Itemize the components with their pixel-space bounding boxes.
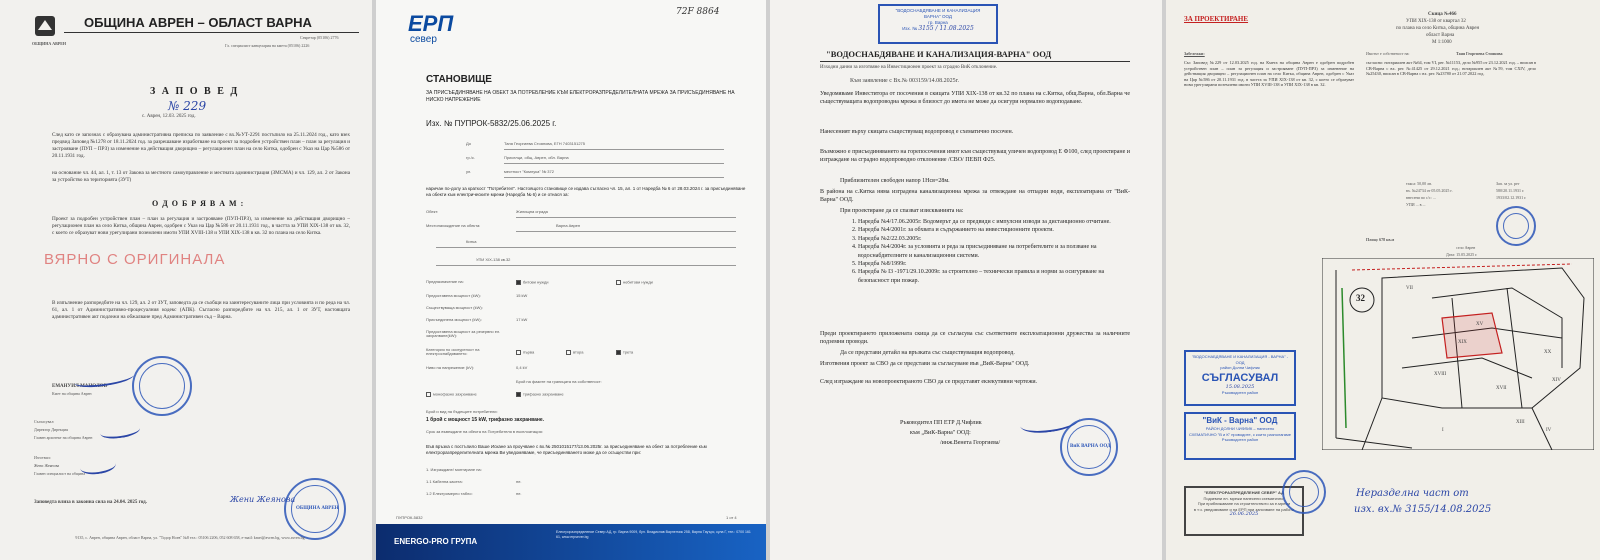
handwritten-note-2: изх. вх.№ 3155/14.08.2025 [1354,504,1492,515]
stamp3-org: "ЕЛЕКТРОРАЗПРЕДЕЛЕНИЕ СЕВЕР" АД [1204,490,1284,495]
doc3-p1: Уведомяваме Инвеститора от посочения в скицата УПИ XIX-138 от кв.32 по плана на с.Китка, общ.Варна, обл.Варна че съществуващата водопроводна мрежа в близост до имота не може да осигури нормално водоподаване. [820,91,1130,106]
doc1-sign-row-0: Съгласувал: [34,419,55,424]
to-address: Приселци, общ. Аврен, обл. Варна [504,155,569,160]
consumers-value: 1 брой с мощност 15 kW, трифазно захранване. [426,417,545,423]
plot-label-xiii: XIII [1516,420,1525,425]
plot-label-xv: XV [1476,322,1484,327]
sketch-date: Дата: 15.05.2025 г. [1446,252,1478,257]
phase-opt-0: монофазно захранване [433,391,477,397]
power-row-1-label: Съществуваща мощност (kW): [426,305,483,310]
power-row-2-value: 17 kW [516,317,528,322]
phase-opt-1: трифазно захранване [523,391,564,397]
doc3-company: "ВОДОСНАБДЯВАНЕ И КАНАЛИЗАЦИЯ-ВАРНА" ООД [826,49,1052,59]
voltage-label: Ниво на напрежение (kV): [426,365,475,370]
doc3-p7: Преди проектирането приложената скица да се съгласува със съответните експлоатационни дружества за наличните подземни проводи. [820,331,1130,346]
regulation-item: 3. Наредба №2/22.03.2005г. [858,235,1130,243]
stamp2-role: Ръководител район [1221,437,1259,442]
category-opt-1: втора [573,349,584,355]
sketch-no: Скица №466 [1428,12,1457,17]
phases-label: Брой на фазите на границата на собственост: [516,379,602,384]
vik-stamp-line-0: "ВОДОСНАБДЯВАНЕ И КАНАЛИЗАЦИЯ [895,8,981,13]
doc3-p6: При проектиране да се спазват изискванията на: [840,208,964,214]
category-opt-0: първа [523,349,535,355]
conditions-label: Срок за въвеждане на обекта на Потребителя в експлоатация: [426,429,543,434]
power-row-3-label: Предоставена мощност за резервно ел. захранване(kW): [426,329,501,339]
purpose-check-non-household[interactable] [616,280,621,285]
plot-label-xviii: XVIII [1434,372,1447,377]
doc2-ref-line: Изх. № ПУПРОК-5832/25.06.2025 г. [426,119,557,128]
tax-line-0: такса: 50,00 лв. [1406,181,1433,186]
tax-line-3: УПИ ... в ... [1406,202,1426,207]
vik-incoming-stamp [878,4,998,44]
category-opt-2: трета [623,349,634,355]
purpose-check-household[interactable] [516,280,521,285]
doc1-footer: 9135, с. Аврен, община Аврен, област Варна, ул. "Тодор Ноев" №8 тел.: 05106 2206, 052 608 658, e-mail: kmet@avren.bg, www.avren.bg [75,535,305,540]
doc2-intro: наричан по-долу за краткост "Потребител". Настоящото становище се издава съгласно чл. 15, ал. 1 от Наредба № 6 от 28.03.2024 г. за присъединяване на обекти към електрическите мрежи (Наредба № 6) и се отнася за: [426,186,746,197]
doc1-sign-row-1: Директор Дирекция [34,427,68,432]
doc2-footer-page: 1 от 4 [726,515,737,520]
sketch-region: област Варна [1426,33,1455,38]
doc3-sign-role: Ръководител ПП ЕТР Д.Чифлик [900,420,982,426]
doc1-signature-3 [79,456,117,477]
item-2: 1.2 Електромерно табло: [426,491,473,496]
erp-logo-sub: север [410,34,437,45]
doc3-p2: Нанесеният върху скицата съществуващ водопровод е схематично посочен. [820,129,1014,135]
owner-label: Имотът е собственост на: [1366,51,1410,56]
document-plot-sketch [1166,0,1600,560]
stamp1-role: Ръководител район [1221,390,1259,395]
doc1-signature-2 [99,421,141,440]
sketch-scale: М 1:1000 [1432,40,1452,45]
vik-stamp-line-1: ВАРНА" ООД [924,14,952,19]
category-check-3[interactable] [616,350,621,355]
doc3-request-line: Към заявление с Вх.№ 003159/14.08.2025г. [850,78,959,84]
doc3-subtitle: Изходни данни за изготвяне на Инвестиционен проект за сградно ВиК отклонение. [820,65,998,70]
vik-stamp-number: 3155 / 11.08.2025 [918,25,974,32]
doc1-sign-row-2: Главен архитект на община Аврен [34,435,93,440]
object-value: Жилищна сграда [516,209,548,214]
doc3-p4: Приблизителен свободен напор 1Нсв=28м. [840,178,950,184]
doc2-para: Във връзка с постъпило Ваше Искане за проучване с вх.№ 2501015177/13.06.2025г. за присъединяване на обект за потребление към електроразпределителната мрежа Ви уведомяваме, че присъединяването може да се осъществи при: [426,444,707,455]
vik-stamp-line-3: Изх. № [902,26,918,31]
plot-label-xiv: XIV [1552,378,1561,383]
area-label: Площ: 678 кв.м [1366,237,1395,242]
doc1-closing: В изпълнение разпоредбите на чл. 129, ал. 2 от ЗУТ, заповедта да се съобщи на заинтересуваните лица при условията и по реда на чл. 61, ал. 1 от Административно-процесуалния кодекс (АПК). Съгласно разпоредбите на чл. 215, ал. 1 от ЗУТ, настоящата административен акт подлежи на обжалване пред Административен съд – Варна. [52,300,350,320]
doc1-round-seal [132,356,192,416]
stamp3-line-0: Подземни ел. мрежи нанесени схематично. [1203,495,1285,501]
doc2-title: СТАНОВИЩЕ [426,74,492,85]
regulation-item: 2. Наредба №4/2001г. за обхвата и съдържанието на инвестиционните проекти. [858,226,1130,234]
tax-line-4: Зап. за ул. рег [1496,181,1520,186]
doc3-sign-org: към „ВиК-Варна" ООД: [910,430,971,436]
plot-label-i: I [1442,428,1444,433]
doc1-contact-1: Секретар (05106) 2776 [300,35,339,40]
stamp1-word: СЪГЛАСУВАЛ [1201,371,1279,384]
handwritten-ref: 72F 8864 [676,7,720,17]
purpose-label: Предназначение на: [426,279,464,284]
doc1-title: З А П О В Е Д [150,86,240,97]
plot-label-vii: VII [1406,286,1413,291]
doc2-footer-code: ПУПРОК-5832 [396,515,423,520]
doc1-date-line: с. Аврен, 12.03. 2025 год. [142,114,196,119]
municipality-crest-icon [32,14,58,40]
stamp3-date: 26.06.2025 [1229,511,1259,517]
stamp2-org: "ВиК - Варна" ООД [1202,416,1278,425]
stamp3-line-1: При приближаване на строителството за е.мрежи [1197,501,1291,506]
vik-schematic-stamp [1184,412,1296,460]
regulation-item: 4. Наредба №4/2004г. за условията и реда за присъединяване на потребителите и за ползване на водоснабдителните и канализационни системи. [858,243,1130,260]
location-label: Местонахождение на обекта: [426,223,481,228]
document-order-avren [0,0,372,560]
doc1-number: № 229 [168,99,207,113]
doc1-effective-line: Заповедта влиза в законна сила на 24.04. 2025 год. [34,500,147,505]
doc1-seal-text: ОБЩИНА АВРЕН [296,506,339,511]
doc1-header-title: ОБЩИНА АВРЕН – ОБЛАСТ ВАРНА [84,15,312,30]
voltage-value: 0,4 kV [516,365,528,370]
doc3-regulations-list [848,218,1130,285]
to-street-label: ул. [466,169,472,174]
stamp1-org: "ВОДОСНАБДЯВАНЕ И КАНАЛИЗАЦИЯ - ВАРНА" - ООД [1191,354,1289,365]
owner-text: съгласно: нотариален акт №64, том VI, рег. №11153, дело №955 от 23.12.2021 год. – вписан в СВ-Варна с вх. рег. №41425 от 29.12.2021 год.; нотариален акт №59, том CXIV, дело №25430, вписан в СВ-Варна с вх. рег. №23780 от 21.07.2022 год. [1366,60,1537,77]
owner-name: Таня Георгиева Стоянова [1456,51,1503,56]
phase-check-three[interactable] [516,392,521,397]
for-design-label: ЗА ПРОЕКТИРАНЕ [1184,15,1249,23]
doc1-intro: След като се запознах с образувана административна преписка по заявление с вх.№УТ-2291 постъпило на 25.11.2024 год., като взех предвид Заповед №1278 от 18.11.2024 год. за разрешаване изработване на проект за подробен устройствен план – план за регулация и застрояване (ПУП – ПРЗ) за изменение на действащия дворищно – регулационен план на село Китка, одобрен с Указ на Цар №586 от 20.11.1931 год. [52,132,350,159]
to-street: местност "Комлука" № 372 [504,169,554,174]
doc1-sign-row-3: Изготвил: [34,455,51,460]
vik-approval-stamp [1184,350,1296,406]
purpose-opt-0: битови нужди [523,279,549,285]
category-check-1[interactable] [516,350,521,355]
tax-line-2: внесени по с/с: ... [1406,195,1436,200]
purpose-opt-1: небитови нужди [623,279,653,285]
plot-label-block: 32 [1356,293,1365,303]
doc3-p5: В района на с.Китка няма изградена канализационна мрежа за отвеждане на отпадни води, експлоатирана от "ВиК-Варна" ООД. [820,189,1130,204]
doc2-subtitle: ЗА ПРИСЪЕДИНЯВАНЕ НА ОБЕКТ ЗА ПОТРЕБЛЕНИЕ КЪМ ЕЛЕКТРОРАЗПРЕДЕЛИТЕЛНАТА МРЕЖА ЗА ПРИСЪЕДИНЯВАНЕ НА НИСКО НАПРЕЖЕНИЕ [426,90,735,103]
consumers-label: Брой и вид на бъдещите потребители: [426,409,498,414]
doc1-law-line: на основание чл. 44, ал. 1, т. 13 от Закона за местното самоуправление и местната администрация (ЗМСМА) и чл. 129, ал. 2 от Закона за устройство на територията (ЗУТ) [52,170,350,183]
doc3-p3: Възможно е присъединяването на горепосочения имот към съществуващ уличен водопровод Е Ф100, след проектиране и изграждане на сградно водопроводно отклонение /СВО/ ПЕВП Ф25. [820,149,1130,164]
stamp1-region: район Долни Чифлик [1220,365,1260,370]
doc1-watermark: ВЯРНО С ОРИГИНАЛА [44,251,226,268]
doc4-small-seal [1496,206,1536,246]
stamp3-line-2: в т.ч. уведомяване и на ЕРП при започване на работа [1193,506,1295,512]
crest-caption: ОБЩИНА АВРЕН [32,41,67,46]
doc1-effective-signer: Жени Жеянова [230,495,296,504]
object-label: Обект: [426,209,439,214]
category-check-2[interactable] [566,350,571,355]
doc1-approve-text: Проект за подробен устройствен план – план за регулация и застрояване (ПУП-ПРЗ), за изменение на действащия дворищно – регулационен план на село Китка, община Аврен, одобрен с Указ на Цар №586 от 20.11.1931 год., в частта за УПИ XIX-138 от кв. 32, с което се образуват нови урегулирани поземлени имоти УПИ XVIII-138 и УПИ XIX-138 в кв. 32 по плана на село Китка. [52,216,350,236]
doc3-p8: Да се представи детайл на връзката със съществуващия водопровод. [840,350,1015,356]
document-vik-varna [770,0,1162,560]
doc4-round-seal [1282,470,1326,514]
document-erp-opinion [376,0,766,560]
erp-logo: ЕРП [408,11,454,36]
power-row-0-value: 15 kW [516,293,528,298]
tax-line-6: 1933/02.12.1931 г. [1496,195,1527,200]
doc2-footer-company: Електроразпределение Север АД, гр. Варна 9009, бул. Владислав Варненчик 258, Варна Тауърс, кула Г, тел.: 0700 161 61, www.erpsever.bg [556,530,751,539]
stamp1-date: 15.08.2025 [1225,383,1255,390]
stamp2-text: СХЕМАТИЧНО "В и К" проводите, с които разполагаме [1189,431,1291,437]
doc3-sign-name: /инж.Венета Георгиева/ [940,440,1001,446]
plot-label-xvii: XVII [1496,386,1507,391]
notes-left: Със Заповед №229 от 12.03.2025 год. на Кмета на община Аврен е одобрен подробен устройствен план – план за регулация и застрояване (ПУП-ПРЗ) за изменение на действащия дворищно – регулационен план на село Китка, община Аврен, одобрен с Указ на Цар №586 от 20.11.1931 год. в частта за УПИ XIX-138 от кв. 32, с което се образуват нови урегулирани поземлени имоти УПИ XVIII-138 и УПИ XIX-138 в кв. 32. [1184,60,1354,88]
plot-label-xx: XX [1544,350,1552,355]
doc1-contact-2: Гл. специалист канцелария на кмета (05106) 2226 [225,43,310,48]
doc1-sign-row-4: Жени Жеянова [34,463,60,468]
doc2-footer-brand: ENERGO-PRO ГРУПА [394,537,478,546]
vik-stamp-line-2: гр. Варна [928,20,948,25]
item-0: 1. Изграждане/ монтиране на: [426,467,482,472]
village-value: Китка [466,239,477,244]
item-2-value: не. [516,491,522,496]
to-address-label: гр./с. [466,155,476,160]
notes-label: Забележки: [1184,51,1205,56]
doc1-approve-title: О Д О Б Р Я В А М : [152,199,245,208]
item-1: 1.1 Кабелна касета: [426,479,463,484]
sketch-for: УПИ XIX-138 от квартал 32 [1406,19,1466,24]
doc3-p10: След изграждане на новопроектираното СВО да се представят екзекутивни чертежи. [820,379,1038,385]
power-row-2-label: Присъединена мощност (kW): [426,317,482,322]
plot-value: УПИ XIX-138 кв.32 [476,257,511,262]
handwritten-note-1: Неразделна част от [1356,488,1469,499]
doc1-signer-role: Кмет на община Аврен [52,391,92,396]
regulation-item: 6. Наредба № I3 -1971/29.10.2009г. за строително – технически правила и норми за осигуряване на безопасност при пожар. [858,268,1130,285]
plot-label-xix: XIX [1458,340,1467,345]
stamp2-region: РАЙОН ДОЛНИ ЧИФЛИК – нанесено [1205,426,1275,431]
phase-check-mono[interactable] [426,392,431,397]
regulation-item: 5. Наредба №8/1999г. [858,260,1130,268]
place-name: село Аврен [1456,245,1476,250]
doc1-signer: ЕМАНУИЛ МАНОЛОВ [52,384,107,389]
sketch-plan: по плана на село Китка, община Аврен [1396,26,1480,31]
doc3-seal-text: ВиК ВАРНА ООД [1070,444,1111,449]
to-label: До [466,141,471,146]
tax-line-5: 580/20.11.1931 г. [1496,188,1525,193]
doc1-sign-row-5: Главен специалист на община [34,471,86,476]
tax-line-1: вх. №24734 от 05.05.2025 г. [1406,188,1453,193]
regulation-item: 1. Наредба №4/17.06.2005г. Водомерът да се предвиди с импулсни изводи за дистанционно отчитане. [858,218,1130,226]
plot-label-iv: IV [1546,428,1552,433]
power-row-0-label: Предоставена мощност (kW): [426,293,481,298]
doc3-p9: Изготвения проект за СВО да се представи за съгласуване във „ВиК-Варна" ООД. [820,361,1030,367]
item-1-value: не. [516,479,522,484]
category-label: Категория по осигуреност на електроснабдяването: [426,347,480,357]
cadastral-map [1322,258,1594,450]
to-name: Таня Георгиева Стоянова, ЕГН 7403151275 [504,141,585,146]
location-value: Варна Аврен [556,223,581,228]
